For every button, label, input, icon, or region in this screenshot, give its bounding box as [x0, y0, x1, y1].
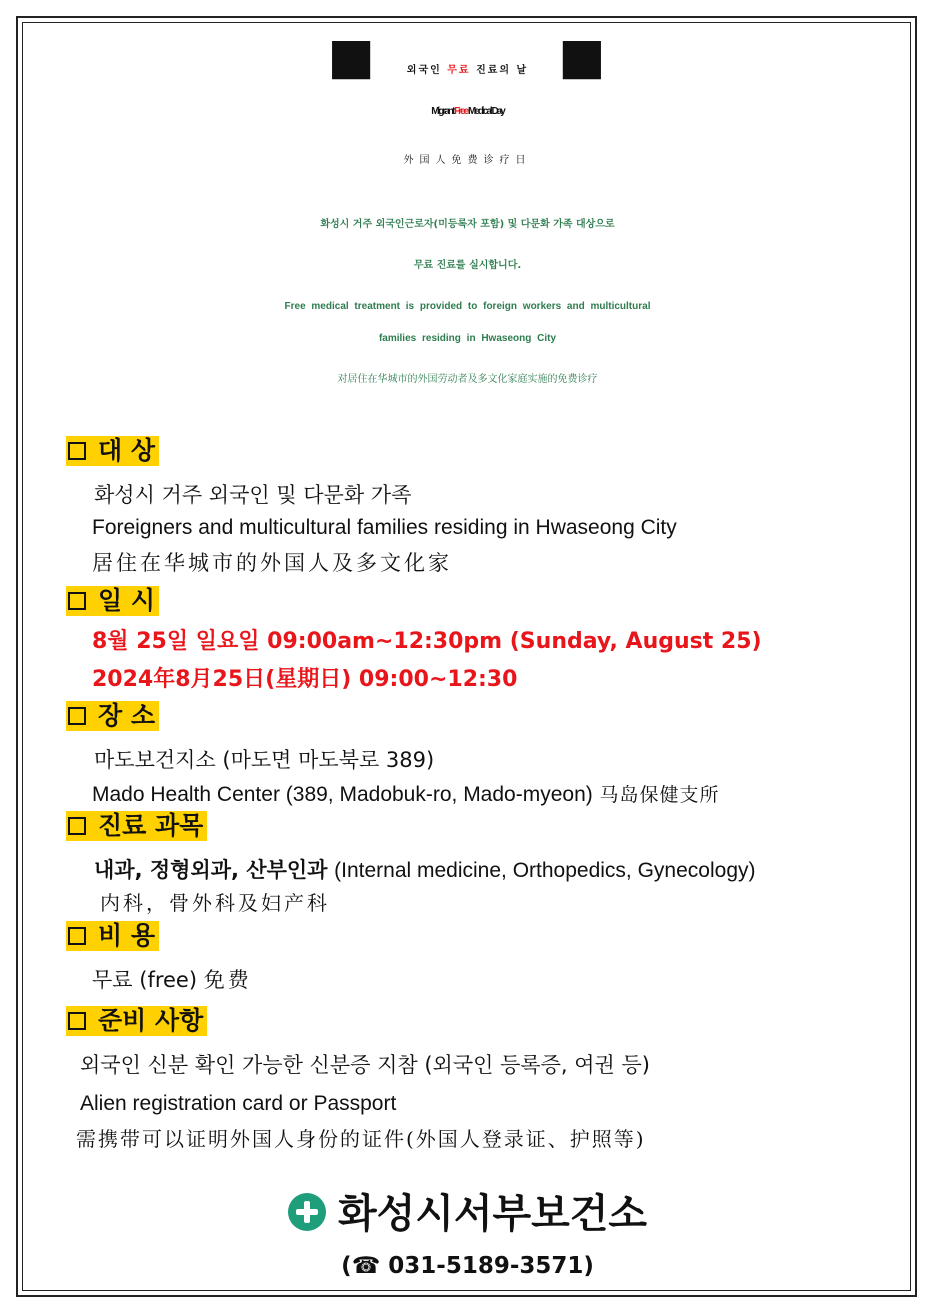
section-preparation-label: 준비 사항 — [98, 1006, 204, 1035]
organization-name: 화성시서부보건소 — [337, 1191, 648, 1237]
place-ko: 마도보건지소 (마도면 마도북로 389) — [94, 748, 435, 772]
title-chinese: 外国人免费诊疗日 — [403, 155, 532, 166]
departments-ko: 내과, 정형외과, 산부인과 — [94, 858, 328, 882]
section-target-heading — [66, 436, 159, 466]
title-en-post: Medical Day — [467, 106, 504, 117]
checkbox-icon — [68, 927, 86, 945]
target-ko: 화성시 거주 외국인 및 다문화 가족 — [94, 483, 412, 507]
checkbox-icon — [68, 707, 86, 725]
departments-en: (Internal medicine, Orthopedics, Gynecology) — [334, 859, 756, 882]
section-cost-heading — [66, 921, 159, 951]
section-schedule-heading — [66, 586, 159, 616]
checkbox-icon — [68, 592, 86, 610]
schedule-line1: 8월 25일 일요일 09:00am~12:30pm (Sunday, August 25) — [92, 629, 762, 654]
square-bullet-right: ■ — [558, 27, 608, 85]
preparation-ko: 외국인 신분 확인 가능한 신분증 지참 (외국인 등록증, 여권 등) — [80, 1053, 651, 1077]
preparation-en: Alien registration card or Passport — [80, 1092, 397, 1115]
place-zh: 马岛保健支所 — [599, 784, 720, 806]
target-zh: 居住在华城市的外国人及多文化家 — [92, 551, 452, 575]
intro-en-line2: families residing in Hwaseong City — [378, 333, 557, 344]
checkbox-icon — [68, 442, 86, 460]
intro-ko-line2: 무료 진료를 실시합니다. — [413, 260, 522, 271]
cost-line — [92, 966, 252, 994]
phone-number-line: (☎ 031-5189-3571) — [341, 1253, 594, 1279]
title-english — [0, 84, 935, 140]
title-en-pre: Migrant — [431, 106, 454, 117]
intro-zh: 对居住在华城市的外国劳动者及多文化家庭实施的免费诊疗 — [337, 374, 598, 385]
place-en: Mado Health Center (389, Madobuk-ro, Mado-myeon) — [92, 783, 593, 806]
title-en-red: Free — [454, 106, 468, 117]
section-departments-heading — [66, 811, 207, 841]
title-ko-red: 무료 — [447, 65, 471, 76]
place-en-line — [92, 780, 719, 809]
organization-footer — [0, 1186, 935, 1242]
preparation-zh: 需携带可以证明外国人身份的证件(外国人登录证、护照等) — [76, 1127, 646, 1151]
cost-zh: 免费 — [203, 968, 252, 992]
departments-line — [94, 856, 756, 885]
title-ko-pre: 외국인 — [406, 65, 442, 76]
section-departments-label: 진료 과목 — [98, 811, 204, 840]
section-cost-label: 비 용 — [98, 921, 156, 950]
phone-number: 031-5189-3571 — [388, 1253, 584, 1279]
target-en: Foreigners and multicultural families residing in Hwaseong City — [92, 516, 677, 539]
phone-icon: ☎ — [351, 1253, 381, 1279]
checkbox-icon — [68, 1012, 86, 1030]
section-preparation-heading — [66, 1006, 207, 1036]
checkbox-icon — [68, 817, 86, 835]
square-bullet-left: ■ — [327, 27, 377, 85]
intro-ko-line1: 화성시 거주 외국인근로자(미등록자 포함) 및 다문화 가족 대상으로 — [320, 219, 615, 230]
cost-text: 무료 (free) — [92, 968, 198, 992]
departments-zh: 内科，骨外科及妇产科 — [100, 891, 330, 915]
section-target-label: 대 상 — [98, 436, 156, 465]
intro-en-line1: Free medical treatment is provided to foreign workers and multicultural — [284, 301, 651, 312]
schedule-line2: 2024年8月25日(星期日) 09:00~12:30 — [92, 667, 518, 692]
health-center-logo-icon — [288, 1193, 326, 1231]
section-place-heading — [66, 701, 159, 731]
title-ko-post: 진료의 날 — [476, 65, 529, 76]
section-schedule-label: 일 시 — [98, 586, 156, 615]
section-place-label: 장 소 — [98, 701, 156, 730]
